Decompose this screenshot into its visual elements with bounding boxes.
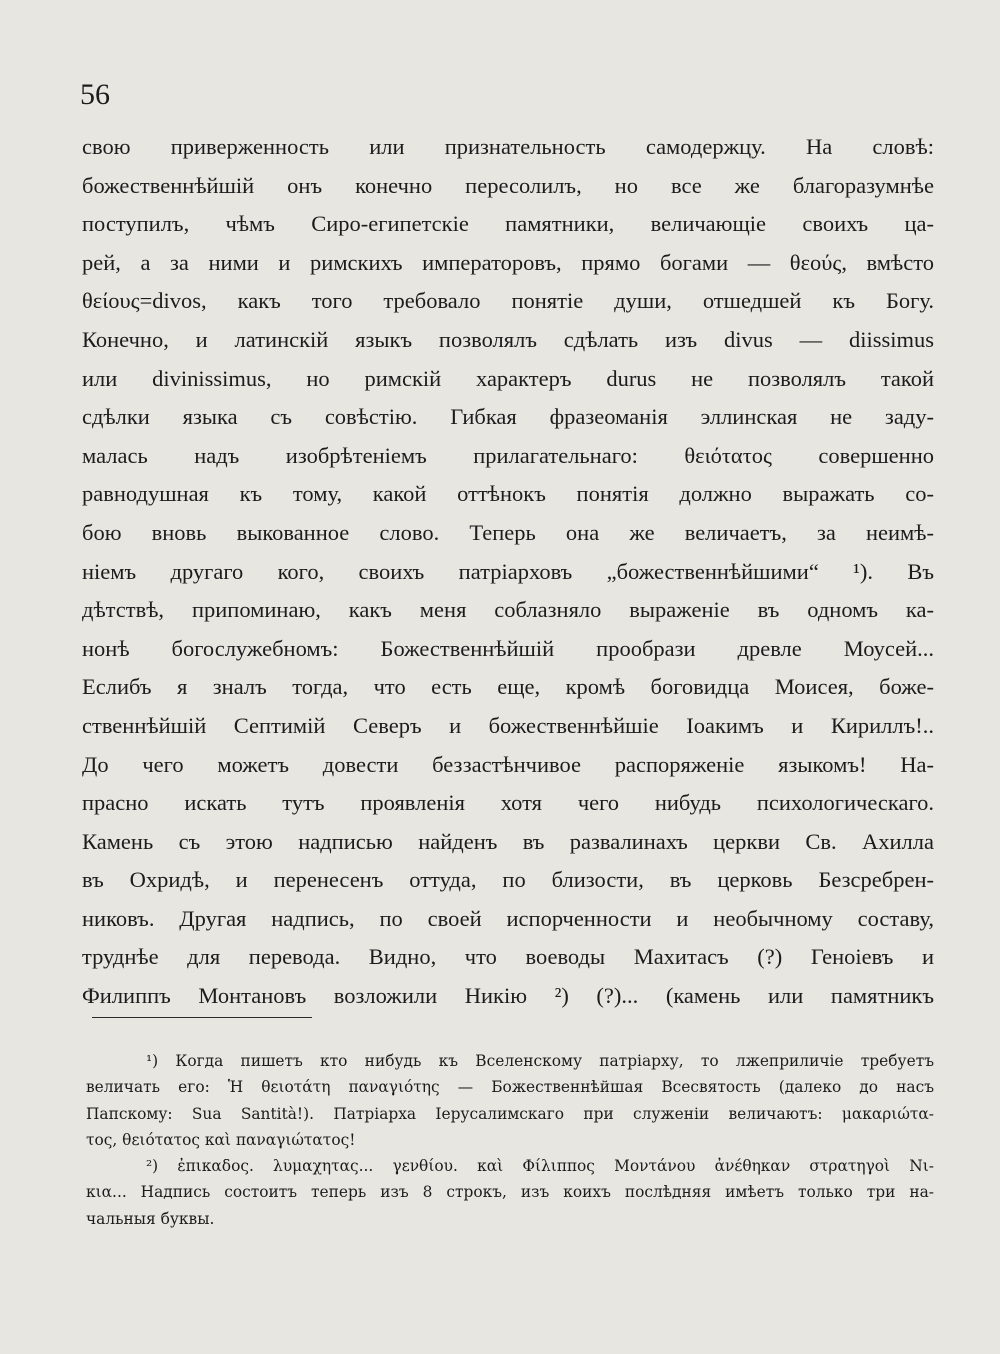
text-line: Камень съ этою надписью найденъ въ развалинахъ церкви Св. Ахилла <box>82 828 934 854</box>
footnote-line: величать его: Ἡ θειοτάτη παναγιότης — Божественнѣйшая Всесвятость (далеко до насъ <box>86 1078 934 1097</box>
text-line: бою вновь выкованное слово. Теперь она же величаетъ, за неимѣ- <box>82 519 934 545</box>
text-line: равнодушная къ тому, какой оттѣнокъ понятія должно выражать со- <box>82 481 934 507</box>
text-line: прасно искать тутъ проявленія хотя чего нибудь психологическаго. <box>82 790 934 816</box>
text-line: дѣтствѣ, припоминаю, какъ меня соблазняло выраженіе въ одномъ ка- <box>82 597 934 623</box>
text-line: труднѣе для перевода. Видно, что воеводы Махитасъ (?) Геноіевъ и <box>82 944 934 970</box>
text-line: никовъ. Другая надпись, по своей испорченности и необычному составу, <box>82 905 934 931</box>
text-line: Филиппъ Монтановъ возложили Никію ²) (?)... (камень или памятникъ <box>82 983 934 1009</box>
text-line: ственнѣйшій Септимій Северъ и божественнѣйшіе Іоакимъ и Кириллъ!.. <box>82 712 934 738</box>
text-line: или divinissimus, но римскій характеръ durus не позволялъ такой <box>82 365 934 391</box>
footnote-line: κια... Надпись состоитъ теперь изъ 8 строкъ, изъ коихъ послѣдняя имѣетъ только три на- <box>86 1183 934 1202</box>
text-line: малась надъ изобрѣтеніемъ прилагательнаго: θειότατος совершенно <box>82 442 934 468</box>
footnote-line: чальныя буквы. <box>86 1209 215 1228</box>
footnote-line: ¹) Когда пишетъ кто нибудь къ Вселенскому патріарху, то лжеприличіе требуетъ <box>146 1052 934 1070</box>
footnote-line: Папскому: Sua Santità!). Патріарха Іерусалимскаго при служеніи величаютъ: μακαριώτα- <box>86 1104 934 1123</box>
page-number: 56 <box>80 78 110 111</box>
footnote-line: τος, θειότατος καὶ παναγιώτατος! <box>86 1130 356 1149</box>
text-line: θείους=divos, какъ того требовало понятіе души, отшедшей къ Богу. <box>82 288 934 314</box>
text-line: нонѣ богослужебномъ: Божественнѣйшій прообрази древле Моусей... <box>82 635 934 661</box>
text-line: Конечно, и латинскій языкъ позволялъ сдѣлать изъ divus — diissimus <box>82 326 934 352</box>
footnote-divider <box>92 1017 312 1018</box>
text-line: рей, а за ними и римскихъ императоровъ, прямо богами — θεούς, вмѣсто <box>82 249 934 275</box>
text-line: поступилъ, чѣмъ Сиро-египетскіе памятники, величающіе своихъ ца- <box>82 211 934 237</box>
footnote-line: ²) ἐπικαδος. λυμαχητας... γενθίου. καὶ Φίλιππος Μοντάνου ἀνέθηκαν στρατηγοὶ Νι- <box>146 1157 934 1176</box>
text-line: божественнѣйшій онъ конечно пересолилъ, но все же благоразумнѣе <box>82 172 934 198</box>
text-line: ніемъ другаго кого, своихъ патріарховъ „божественнѣйшими“ ¹). Въ <box>82 558 934 584</box>
text-line: въ Охридѣ, и перенесенъ оттуда, по близости, въ церковь Безсребрен- <box>82 867 934 893</box>
text-line: До чего можетъ довести беззастѣнчивое распоряженіе языкомъ! На- <box>82 751 934 777</box>
footnotes <box>86 1048 934 1232</box>
text-line: Еслибъ я зналъ тогда, что есть еще, кромѣ боговидца Моисея, боже- <box>82 674 934 700</box>
main-text <box>82 128 934 1016</box>
text-line: сдѣлки языка съ совѣстію. Гибкая фразеоманія эллинская не заду- <box>82 404 934 430</box>
text-line: свою приверженность или признательность самодержцу. На словѣ: <box>82 134 934 159</box>
